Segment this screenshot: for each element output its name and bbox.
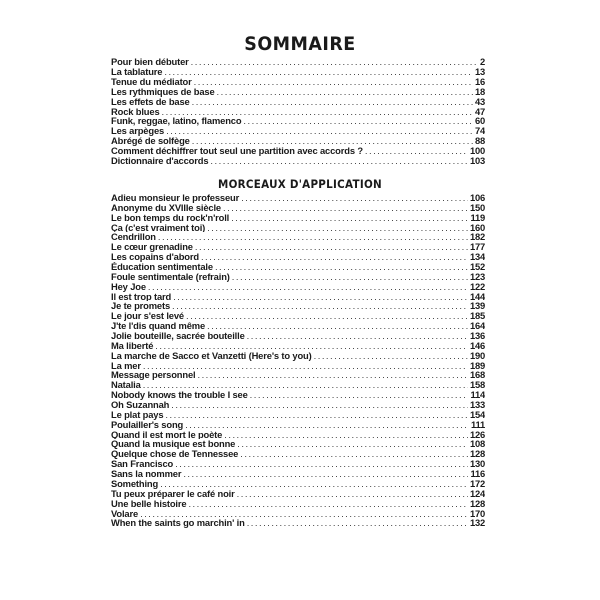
toc-entry bbox=[111, 242, 485, 252]
entry-page-number: 134 bbox=[469, 252, 485, 263]
toc-entry bbox=[111, 232, 485, 242]
entry-page-number: 152 bbox=[469, 262, 485, 272]
toc-entry bbox=[111, 509, 485, 519]
entry-title: Cendrillon bbox=[111, 232, 156, 243]
page-title: SOMMAIRE bbox=[244, 33, 356, 55]
dot-leader bbox=[186, 311, 468, 321]
entry-page-number: 128 bbox=[469, 449, 485, 460]
entry-title: Quand il est mort le poète bbox=[111, 429, 223, 440]
dot-leader bbox=[143, 380, 468, 390]
toc-entry bbox=[111, 272, 485, 282]
toc-entry bbox=[111, 351, 485, 361]
dot-leader bbox=[183, 469, 468, 479]
entry-title: Pour bien débuter bbox=[111, 57, 189, 67]
entry-page-number: 119 bbox=[470, 212, 485, 223]
entry-title: Éducation sentimentale bbox=[111, 262, 213, 272]
dot-leader bbox=[160, 479, 468, 489]
entry-title: Les effets de base bbox=[111, 96, 190, 107]
entry-page-number: 13 bbox=[474, 66, 485, 77]
toc-entry bbox=[111, 341, 485, 351]
entry-title: Le cœur grenadine bbox=[111, 242, 193, 253]
dot-leader bbox=[237, 489, 468, 499]
entry-page-number: 106 bbox=[469, 193, 485, 203]
entry-title: Les arpèges bbox=[111, 126, 165, 137]
dot-leader bbox=[191, 57, 478, 67]
toc-entry bbox=[111, 213, 485, 223]
dot-leader bbox=[314, 351, 468, 361]
entry-title: La marche de Sacco et Vanzetti (Here's to you) bbox=[111, 350, 312, 361]
toc-entry bbox=[111, 518, 485, 528]
entry-title: Le plat pays bbox=[111, 409, 164, 420]
entry-page-number: 150 bbox=[469, 202, 485, 213]
dot-leader bbox=[207, 223, 468, 233]
toc-entry bbox=[111, 331, 485, 341]
entry-title: Quelque chose de Tennessee bbox=[111, 449, 239, 460]
dot-leader bbox=[172, 301, 468, 311]
entry-title: Les rythmiques de base bbox=[111, 86, 215, 97]
dot-leader bbox=[224, 430, 468, 440]
entry-title: La mer bbox=[111, 360, 141, 371]
entry-title: Poulailler's song bbox=[111, 419, 184, 430]
dot-leader bbox=[162, 107, 473, 117]
entry-page-number: 123 bbox=[469, 271, 485, 282]
entry-title: Something bbox=[111, 478, 159, 489]
entry-page-number: 2 bbox=[479, 57, 485, 67]
dot-leader bbox=[237, 439, 468, 449]
dot-leader bbox=[158, 232, 468, 242]
entry-page-number: 144 bbox=[469, 291, 485, 302]
toc-entry bbox=[111, 156, 485, 166]
dot-leader bbox=[201, 252, 468, 262]
dot-leader bbox=[247, 518, 468, 528]
toc-entry bbox=[111, 321, 485, 331]
toc-entry bbox=[111, 430, 485, 440]
toc-entry bbox=[111, 57, 485, 67]
toc-entry bbox=[111, 390, 485, 400]
entry-page-number: 136 bbox=[469, 331, 485, 341]
entry-page-number: 132 bbox=[469, 518, 485, 529]
entry-title: Oh Suzannah bbox=[111, 400, 170, 410]
entry-page-number: 130 bbox=[469, 459, 485, 470]
entry-page-number: 114 bbox=[470, 390, 485, 401]
entry-page-number: 182 bbox=[469, 232, 485, 243]
toc-entry bbox=[111, 292, 485, 302]
toc-entry bbox=[111, 97, 485, 107]
entry-title: Anonyme du XVIIIe siècle bbox=[111, 202, 221, 213]
toc-entry bbox=[111, 262, 485, 272]
toc-entry bbox=[111, 67, 485, 77]
entry-title: Nobody knows the trouble I see bbox=[111, 390, 248, 401]
entry-page-number: 74 bbox=[474, 126, 485, 137]
toc-entry bbox=[111, 301, 485, 311]
toc-entry bbox=[111, 380, 485, 390]
entry-page-number: 146 bbox=[469, 340, 485, 351]
entry-title: J'te l'dis quand même bbox=[111, 321, 206, 332]
dot-leader bbox=[164, 67, 473, 77]
dot-leader bbox=[192, 136, 473, 146]
entry-page-number: 158 bbox=[469, 380, 485, 391]
entry-page-number: 18 bbox=[474, 86, 485, 97]
dot-leader bbox=[194, 77, 473, 87]
entry-page-number: 168 bbox=[469, 370, 485, 381]
entry-title: Foule sentimentale (refrain) bbox=[111, 271, 230, 282]
entry-title: Les copains d'abord bbox=[111, 252, 199, 263]
entry-page-number: 124 bbox=[469, 488, 485, 499]
entry-page-number: 88 bbox=[474, 136, 485, 147]
dot-leader bbox=[166, 126, 473, 136]
entry-title: Dictionnaire d'accords bbox=[111, 156, 209, 166]
entry-page-number: 126 bbox=[469, 429, 485, 440]
toc-entry bbox=[111, 449, 485, 459]
entry-page-number: 172 bbox=[469, 478, 485, 489]
entry-page-number: 111 bbox=[470, 419, 485, 430]
entry-title: San Francisco bbox=[111, 459, 174, 470]
entry-title: Sans la nommer bbox=[111, 469, 182, 479]
entry-title: La tablature bbox=[111, 66, 163, 77]
toc-entry bbox=[111, 400, 485, 410]
toc-entry bbox=[111, 87, 485, 97]
dot-leader bbox=[140, 509, 468, 519]
toc-entry bbox=[111, 223, 485, 233]
entry-page-number: 108 bbox=[469, 439, 485, 450]
entry-page-number: 103 bbox=[469, 156, 485, 166]
dot-leader bbox=[173, 292, 468, 302]
entry-title: Hey Joe bbox=[111, 281, 146, 292]
section-title: MORCEAUX D'APPLICATION bbox=[218, 177, 382, 191]
entry-page-number: 47 bbox=[474, 106, 485, 117]
entry-title: Adieu monsieur le professeur bbox=[111, 193, 240, 203]
dot-leader bbox=[197, 370, 467, 380]
entry-page-number: 170 bbox=[469, 508, 485, 519]
entry-title: Quand la musique est bonne bbox=[111, 439, 236, 450]
entry-page-number: 164 bbox=[469, 321, 485, 332]
toc-entry bbox=[111, 410, 485, 420]
dot-leader bbox=[195, 242, 468, 252]
songs-list bbox=[111, 193, 485, 528]
entry-title: Rock blues bbox=[111, 106, 160, 117]
toc-entry bbox=[111, 107, 485, 117]
entry-title: Tu peux préparer le café noir bbox=[111, 488, 235, 499]
entry-title: Comment déchiffrer tout seul une partition avec accords ? bbox=[111, 146, 363, 157]
entry-title: Une belle histoire bbox=[111, 498, 187, 509]
entry-title: Le bon temps du rock'n'roll bbox=[111, 212, 230, 223]
toc-entry bbox=[111, 193, 485, 203]
dot-leader bbox=[155, 341, 468, 351]
toc-entry bbox=[111, 252, 485, 262]
dot-leader bbox=[247, 331, 468, 341]
toc-entry bbox=[111, 439, 485, 449]
entry-title: Funk, reggae, latino, flamenco bbox=[111, 116, 242, 127]
toc-entry bbox=[111, 203, 485, 213]
dot-leader bbox=[165, 410, 468, 420]
entry-page-number: 16 bbox=[474, 76, 485, 87]
entry-title: Abrégé de solfège bbox=[111, 136, 190, 147]
dot-leader bbox=[175, 459, 468, 469]
dot-leader bbox=[143, 361, 468, 371]
dot-leader bbox=[250, 390, 469, 400]
dot-leader bbox=[215, 262, 468, 272]
dot-leader bbox=[365, 146, 468, 156]
entry-page-number: 133 bbox=[469, 400, 485, 410]
entry-page-number: 43 bbox=[474, 96, 485, 107]
entry-page-number: 177 bbox=[469, 242, 485, 253]
entry-page-number: 160 bbox=[469, 222, 485, 233]
entry-page-number: 116 bbox=[470, 469, 485, 479]
toc-entry bbox=[111, 479, 485, 489]
entry-title: Ça (c'est vraiment toi) bbox=[111, 222, 206, 233]
entry-title: When the saints go marchin' in bbox=[111, 518, 245, 529]
toc-entry bbox=[111, 489, 485, 499]
toc-entry bbox=[111, 136, 485, 146]
entry-title: Je te promets bbox=[111, 301, 171, 312]
entry-title: Volare bbox=[111, 508, 139, 519]
entry-title: Le jour s'est levé bbox=[111, 311, 185, 322]
dot-leader bbox=[232, 272, 468, 282]
toc-entry bbox=[111, 116, 485, 126]
dot-leader bbox=[207, 321, 468, 331]
toc-entry bbox=[111, 282, 485, 292]
entry-page-number: 185 bbox=[469, 311, 485, 322]
toc-entry bbox=[111, 361, 485, 371]
dot-leader bbox=[241, 193, 468, 203]
entry-page-number: 128 bbox=[469, 498, 485, 509]
toc-entry bbox=[111, 311, 485, 321]
dot-leader bbox=[240, 449, 468, 459]
toc-entry bbox=[111, 420, 485, 430]
toc-entry bbox=[111, 126, 485, 136]
dot-leader bbox=[171, 400, 468, 410]
entry-title: Jolie bouteille, sacrée bouteille bbox=[111, 331, 245, 341]
dot-leader bbox=[210, 156, 468, 166]
toc-entry bbox=[111, 459, 485, 469]
dot-leader bbox=[188, 499, 468, 509]
dot-leader bbox=[192, 97, 473, 107]
entry-page-number: 189 bbox=[469, 360, 485, 371]
entry-page-number: 190 bbox=[469, 350, 485, 361]
toc-entry bbox=[111, 469, 485, 479]
entry-page-number: 60 bbox=[474, 116, 485, 127]
entry-title: Il est trop tard bbox=[111, 291, 172, 302]
toc-entry bbox=[111, 146, 485, 156]
entry-page-number: 122 bbox=[469, 281, 485, 292]
entry-page-number: 100 bbox=[469, 146, 485, 157]
entry-page-number: 154 bbox=[469, 409, 485, 420]
entry-page-number: 139 bbox=[469, 301, 485, 312]
dot-leader bbox=[217, 87, 473, 97]
entry-title: Ma liberté bbox=[111, 340, 154, 351]
entry-title: Message personnel bbox=[111, 370, 196, 381]
toc-entry bbox=[111, 77, 485, 87]
table-of-contents bbox=[111, 57, 485, 166]
dot-leader bbox=[148, 282, 468, 292]
entry-title: Natalia bbox=[111, 380, 141, 391]
toc-entry bbox=[111, 370, 485, 380]
dot-leader bbox=[185, 420, 469, 430]
dot-leader bbox=[243, 116, 473, 126]
toc-entry bbox=[111, 499, 485, 509]
dot-leader bbox=[223, 203, 468, 213]
entry-title: Tenue du médiator bbox=[111, 76, 192, 87]
dot-leader bbox=[231, 213, 468, 223]
